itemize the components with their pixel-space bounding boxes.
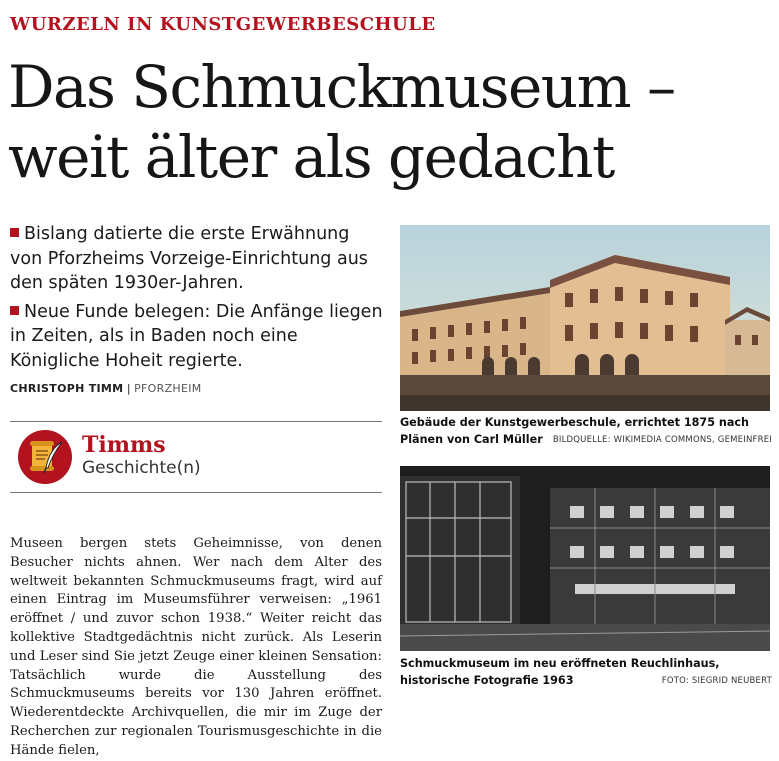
bullet-square-icon bbox=[10, 306, 19, 315]
photo-kunstgewerbeschule bbox=[400, 225, 770, 411]
caption-text: Schmuckmuseum im neu eröffneten Reuchlinhaus, historische Fotografie 1963 bbox=[400, 657, 720, 687]
article-body: Museen bergen stets Geheimnisse, von denen Besucher nichts ahnen. Wer nach dem Alter des weltweit bekannten Schmuckmuseums fragt, wird auf einen Eintrag im Museumsführer verweisen: „1961 eröffnet / und zuvor schon 1938.“ Weiter reicht das kollektive Stadtgedächtnis nicht zurück. Als Leserin und Leser sind Sie jetzt Zeuge einer kleinen Sensation: Tatsächlich wurde die Ausstellung des Schmuckmuseums bereits vor 130 Jahren eröffnet. Wiederentdeckte Archivquellen, die mir im Zuge der Recherchen zur regionalen Tourismusgeschichte in die Hände fielen, bbox=[10, 536, 382, 758]
photo-caption bbox=[400, 655, 772, 690]
byline bbox=[10, 382, 202, 395]
photo-credit: FOTO: SIEGRID NEUBERT bbox=[661, 676, 772, 686]
headline bbox=[8, 52, 778, 192]
column-logo bbox=[18, 430, 378, 484]
summary-bullet bbox=[10, 300, 385, 374]
scroll-quill-icon bbox=[18, 430, 72, 484]
divider bbox=[10, 492, 382, 493]
caption-text: Gebäude der Kunstgewerbeschule, errichtet 1875 nach Plänen von Carl Müller bbox=[400, 416, 749, 446]
dateline-place: PFORZHEIM bbox=[134, 382, 202, 395]
summary-bullets bbox=[10, 222, 385, 377]
column-title: Timms bbox=[82, 432, 166, 458]
author-name: CHRISTOPH TIMM bbox=[10, 382, 124, 395]
photo-credit: BILDQUELLE: WIKIMEDIA COMMONS, GEMEINFREI bbox=[552, 435, 772, 445]
bullet-text: Bislang datierte die erste Erwähnung von Pforzheims Vorzeige-Einrichtung aus den späten 1930er-Jahren. bbox=[10, 224, 368, 293]
summary-bullet bbox=[10, 222, 385, 296]
bullet-square-icon bbox=[10, 228, 19, 237]
photo-reuchlinhaus bbox=[400, 466, 770, 651]
divider bbox=[10, 421, 382, 422]
byline-separator: | bbox=[126, 382, 131, 395]
headline-line-1: Das Schmuckmuseum – bbox=[8, 53, 675, 121]
headline-line-2: weit älter als gedacht bbox=[8, 123, 614, 191]
photo-caption bbox=[400, 414, 772, 449]
column-subtitle: Geschichte(n) bbox=[82, 458, 201, 478]
kicker: WURZELN IN KUNSTGEWERBESCHULE bbox=[10, 14, 436, 35]
bullet-text: Neue Funde belegen: Die Anfänge liegen in Zeiten, als in Baden noch eine Königliche Hoheit regierte. bbox=[10, 301, 383, 371]
